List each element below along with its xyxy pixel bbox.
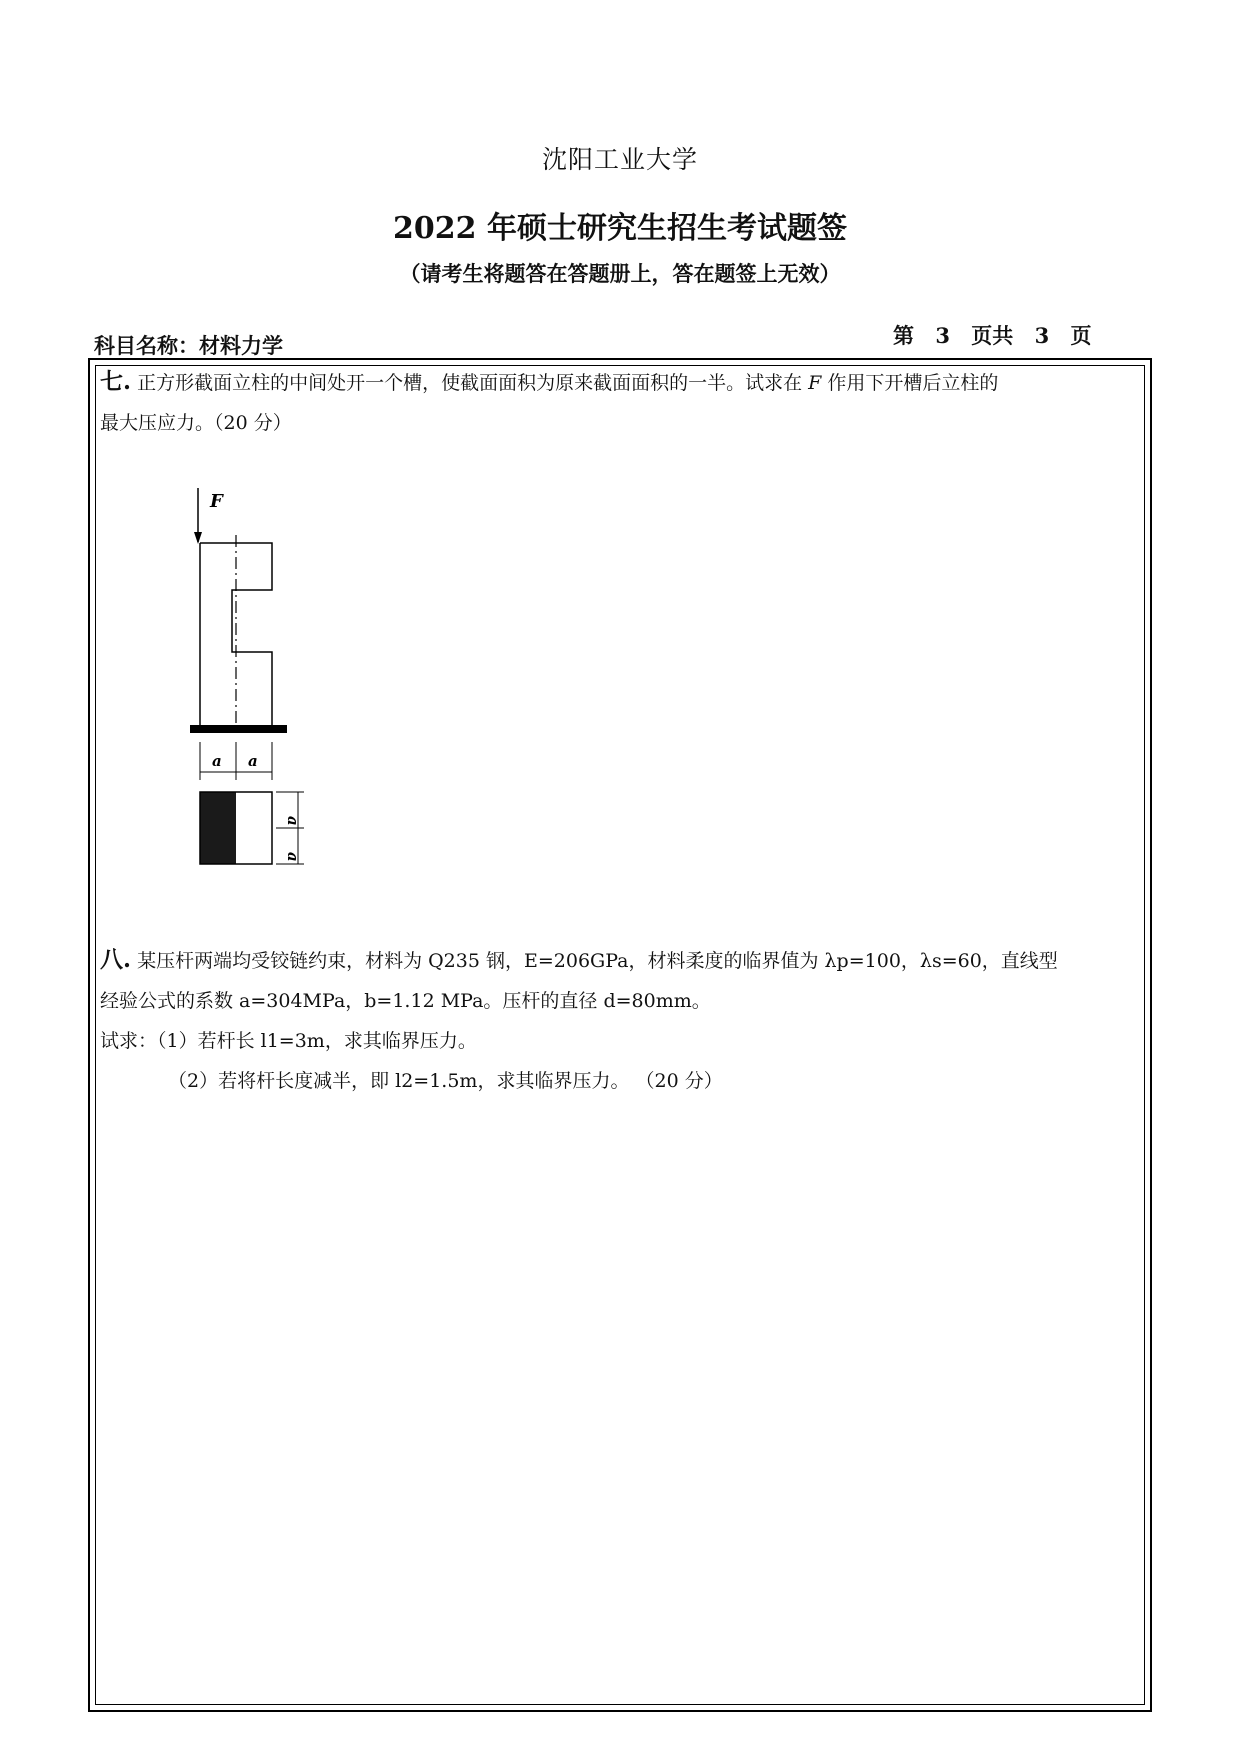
dim-a-top: a [284,816,302,826]
university-name: 沈阳工业大学 [541,145,698,174]
page-number: 3 [935,323,950,348]
exam-title: 2022 年硕士研究生招生考试题签 [393,211,847,246]
dim-a-left: a [212,752,222,770]
question-7-line2: 最大压应力。（20 分） [100,412,292,434]
slotted-column-figure [190,480,350,880]
question-8 [100,940,1136,1101]
page-total: 3 [1034,323,1050,348]
page-label-mid: 页共 [971,323,1014,348]
question-8-line4: （2）若将杆长度减半，即 l2=1.5m，求其临界压力。 （20 分） [168,1070,723,1092]
force-arrow-head [194,532,202,544]
question-7-text-end: 作用下开槽后立柱的 [827,372,999,394]
page-label: 第 [893,323,914,348]
subject-name: 科目名称：材料力学 [94,333,283,358]
force-label: F [210,491,223,512]
question-8-line2: 经验公式的系数 a=304MPa，b=1.12 MPa。压杆的直径 d=80mm。 [100,990,711,1012]
exam-note: （请考生将题答在答题册上，答在题签上无效） [399,261,841,286]
cross-section-solid [200,792,236,864]
page-label-end: 页 [1070,323,1092,348]
ground-base [190,725,287,733]
question-8-number: 八. [100,946,132,973]
question-8-line3: 试求：（1）若杆长 l1=3m，求其临界压力。 [100,1030,477,1052]
dim-a-bottom: a [284,852,302,862]
question-7-line1 [100,362,1136,403]
force-variable: F [808,372,822,394]
question-8-text: 某压杆两端均受铰链约束，材料为 Q235 钢，E=206GPa，材料柔度的临界值为 λp=100，λs=60，直线型 [137,950,1058,972]
page-info [893,320,1102,350]
question-7-number: 七. [100,368,132,395]
question-7 [100,362,1136,443]
column-slot-outline [232,543,272,725]
question-8-line1 [100,940,1136,981]
dim-a-right: a [248,752,258,770]
question-7-text: 正方形截面立柱的中间处开一个槽，使截面面积为原来截面面积的一半。试求在 [137,372,803,394]
